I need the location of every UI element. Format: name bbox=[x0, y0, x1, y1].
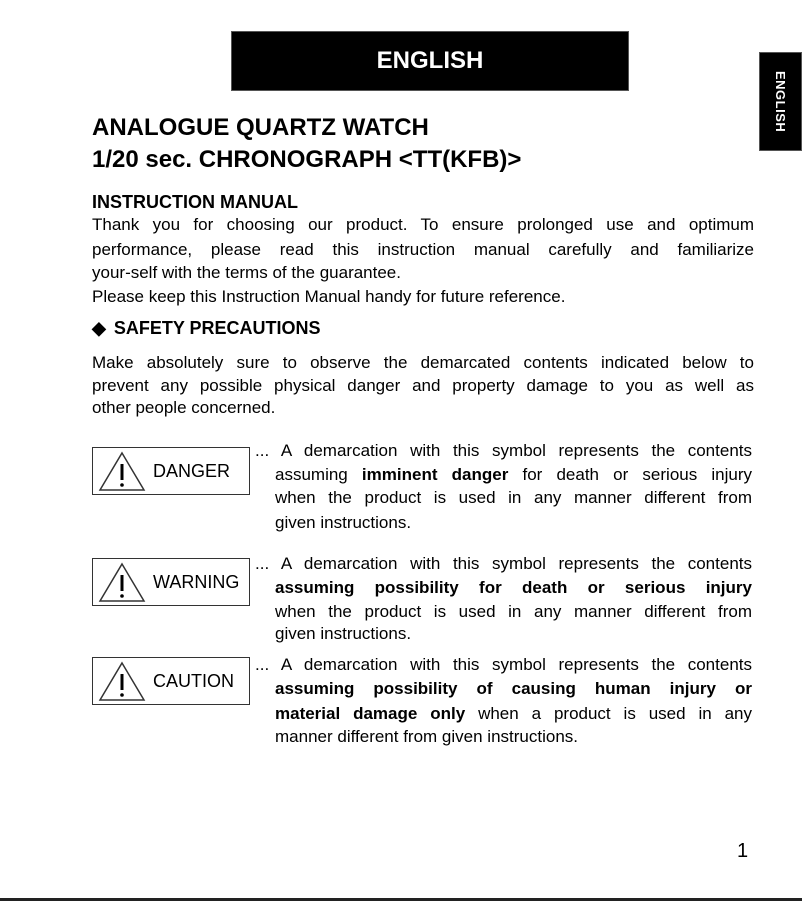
desc-line: manner different from given instructions. bbox=[275, 727, 578, 746]
desc-line: ... A demarcation with this symbol represents the contents bbox=[255, 441, 752, 460]
intro-line: performance, please read this instruction manual carefully and familiarize bbox=[92, 240, 754, 259]
safety-line: prevent any possible physical danger and property damage to you as well as bbox=[92, 376, 754, 395]
caution-description bbox=[255, 653, 752, 747]
caution-badge bbox=[92, 657, 250, 705]
desc-line: ... A demarcation with this symbol represents the contents bbox=[255, 655, 752, 674]
warning-triangle-icon bbox=[97, 450, 147, 492]
keep-manual-note: Please keep this Instruction Manual handy for future reference. bbox=[92, 287, 566, 306]
intro-paragraph bbox=[92, 212, 754, 284]
danger-badge bbox=[92, 447, 250, 495]
desc-line: given instructions. bbox=[275, 624, 412, 643]
page-number: 1 bbox=[737, 840, 749, 862]
side-tab-label: ENGLISH bbox=[773, 70, 788, 133]
warning-badge bbox=[92, 558, 250, 606]
desc-line: assuming possibility of causing human injury or bbox=[275, 679, 752, 698]
banner-label: ENGLISH bbox=[376, 47, 484, 74]
danger-description bbox=[255, 439, 752, 537]
intro-line: your-self with the terms of the guarantee. bbox=[92, 263, 401, 282]
desc-line: ... A demarcation with this symbol represents the contents bbox=[255, 554, 752, 573]
badge-label: DANGER bbox=[153, 460, 231, 481]
badge-label: CAUTION bbox=[153, 670, 234, 691]
document-title-line2: 1/20 sec. CHRONOGRAPH <TT(KFB)> bbox=[92, 146, 522, 173]
safety-precautions-heading bbox=[92, 318, 321, 339]
warning-description bbox=[255, 552, 752, 644]
desc-line: assuming possibility for death or serious injury bbox=[275, 578, 752, 597]
language-side-tab bbox=[759, 52, 802, 151]
desc-line: when the product is used in any manner different from bbox=[275, 488, 752, 507]
desc-line: given instructions. bbox=[275, 513, 412, 532]
desc-line: when the product is used in any manner different from bbox=[275, 602, 752, 621]
diamond-bullet-icon: ◆ bbox=[92, 318, 106, 338]
safety-line: other people concerned. bbox=[92, 398, 276, 417]
desc-line: material damage only when a product is used in any bbox=[275, 704, 752, 723]
safety-paragraph bbox=[92, 350, 754, 419]
warning-triangle-icon bbox=[97, 660, 147, 702]
safety-heading-text: SAFETY PRECAUTIONS bbox=[113, 318, 321, 338]
document-title-line1: ANALOGUE QUARTZ WATCH bbox=[92, 114, 429, 141]
language-banner bbox=[231, 31, 629, 91]
safety-line: Make absolutely sure to observe the demarcated contents indicated below to bbox=[92, 353, 754, 372]
desc-line: assuming imminent danger for death or serious injury bbox=[275, 465, 753, 484]
badge-label: WARNING bbox=[153, 571, 240, 592]
warning-triangle-icon bbox=[97, 561, 147, 603]
instruction-manual-heading: INSTRUCTION MANUAL bbox=[92, 192, 298, 212]
intro-line: Thank you for choosing our product. To ensure prolonged use and optimum bbox=[92, 215, 754, 234]
